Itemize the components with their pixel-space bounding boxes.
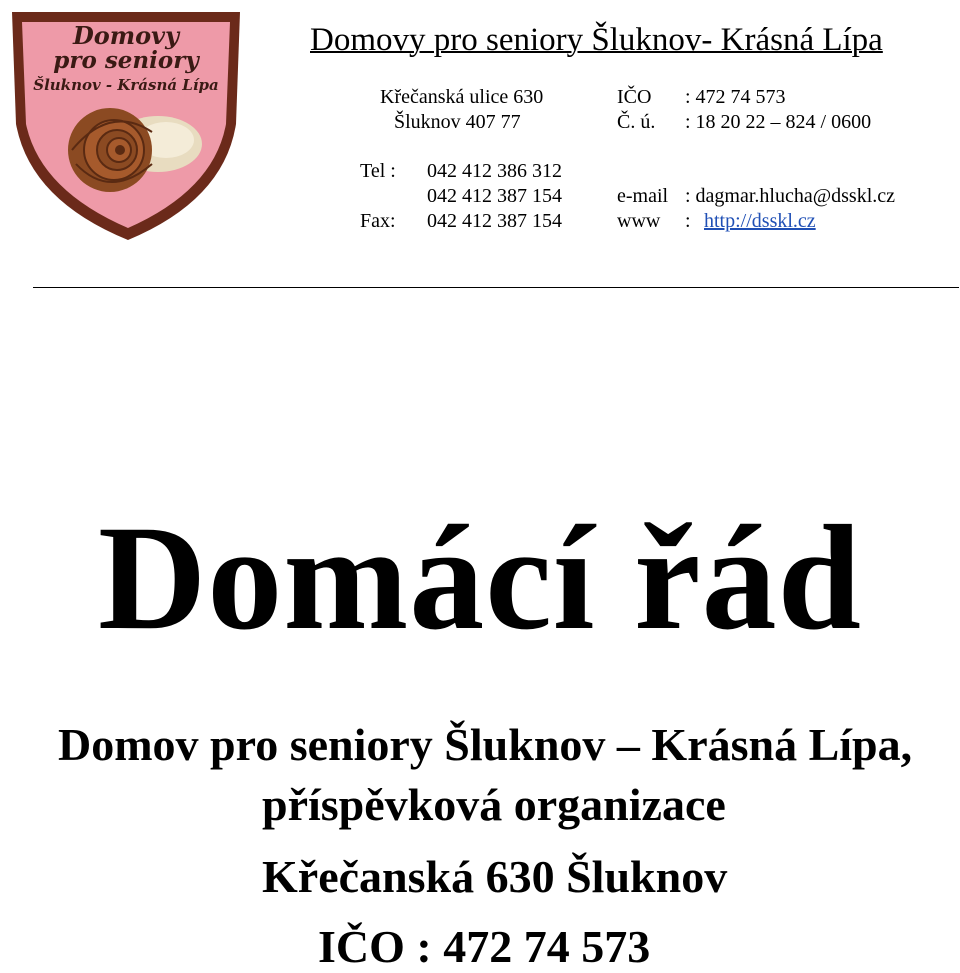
ico-value: : 472 74 573 xyxy=(685,86,786,108)
organization-address: Křečanská 630 Šluknov xyxy=(262,851,728,902)
account-value: : 18 20 22 – 824 / 0600 xyxy=(685,111,872,133)
email-value[interactable]: : dagmar.hlucha@dsskl.cz xyxy=(685,185,896,207)
header-divider xyxy=(33,287,959,288)
website-link[interactable]: http://dsskl.cz xyxy=(704,210,816,232)
city-address: Šluknov 407 77 xyxy=(394,111,521,133)
tel-label: Tel : xyxy=(360,160,396,182)
email-label: e-mail xyxy=(617,185,669,207)
www-colon: : xyxy=(685,210,691,232)
organization-logo xyxy=(6,4,246,244)
fax-label: Fax: xyxy=(360,210,396,232)
organization-ico: IČO : 472 74 573 xyxy=(318,921,651,972)
fax-number: 042 412 387 154 xyxy=(427,210,562,232)
street-address: Křečanská ulice 630 xyxy=(380,86,544,108)
organization-name: Domov pro seniory Šluknov – Krásná Lípa, xyxy=(58,719,913,770)
logo-line-3: Šluknov - Krásná Lípa xyxy=(33,76,219,94)
logo-line-1: Domovy xyxy=(72,21,180,50)
account-label: Č. ú. xyxy=(617,111,656,133)
www-label: www xyxy=(617,210,661,232)
header-title: Domovy pro seniory Šluknov- Krásná Lípa xyxy=(310,22,883,58)
ico-label: IČO xyxy=(617,86,652,108)
tel-number-2: 042 412 387 154 xyxy=(427,185,562,207)
organization-type: příspěvková organizace xyxy=(262,779,726,830)
document-title: Domácí řád xyxy=(97,495,863,661)
logo-line-2: pro seniory xyxy=(53,47,199,74)
tel-number-1: 042 412 386 312 xyxy=(427,160,562,182)
